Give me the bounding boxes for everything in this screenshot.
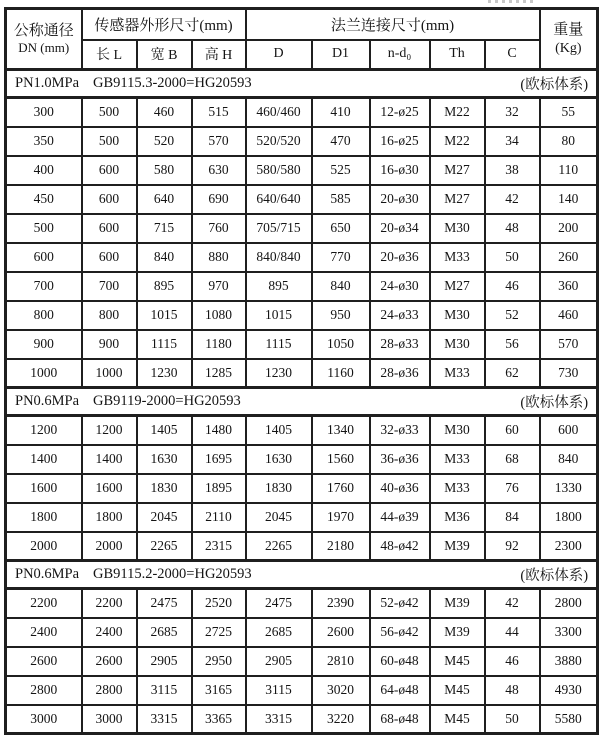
cell-dn: 2800 — [6, 676, 82, 705]
table-row — [6, 156, 598, 185]
cell-th: M30 — [430, 330, 485, 359]
table-row — [6, 532, 598, 561]
table-row — [6, 359, 598, 388]
cell-b: 2265 — [137, 532, 192, 561]
cell-d: 1115 — [246, 330, 312, 359]
cell-h: 970 — [192, 272, 246, 301]
cell-h: 690 — [192, 185, 246, 214]
cell-b: 3315 — [137, 705, 192, 734]
cell-ndo: 16-ø30 — [370, 156, 430, 185]
cell-h: 2315 — [192, 532, 246, 561]
table-row — [6, 416, 598, 445]
cell-dn: 1600 — [6, 474, 82, 503]
cell-c: 50 — [485, 243, 540, 272]
cell-l: 2800 — [82, 676, 137, 705]
cell-th: M30 — [430, 214, 485, 243]
cell-h: 1285 — [192, 359, 246, 388]
cell-d: 3115 — [246, 676, 312, 705]
cell-weight: 1330 — [540, 474, 598, 503]
cell-ndo: 36-ø36 — [370, 445, 430, 474]
section-header-cell — [6, 388, 598, 416]
table-row — [6, 214, 598, 243]
cell-c: 56 — [485, 330, 540, 359]
cell-c: 38 — [485, 156, 540, 185]
cell-th: M22 — [430, 98, 485, 127]
cell-weight: 570 — [540, 330, 598, 359]
cell-h: 1895 — [192, 474, 246, 503]
cell-l: 700 — [82, 272, 137, 301]
cell-l: 900 — [82, 330, 137, 359]
cell-d1: 2600 — [312, 618, 370, 647]
header-d: D — [246, 40, 312, 70]
cell-weight: 460 — [540, 301, 598, 330]
cell-l: 1800 — [82, 503, 137, 532]
cell-d1: 1160 — [312, 359, 370, 388]
cell-ndo: 56-ø42 — [370, 618, 430, 647]
section-standard: GB9119-2000=HG20593 — [93, 393, 241, 409]
cell-d1: 1340 — [312, 416, 370, 445]
cell-b: 2475 — [137, 589, 192, 618]
cell-th: M45 — [430, 705, 485, 734]
cell-weight: 4930 — [540, 676, 598, 705]
cell-weight: 730 — [540, 359, 598, 388]
cell-weight: 140 — [540, 185, 598, 214]
header-flange-connection-group: 法兰连接尺寸(mm) — [246, 9, 540, 40]
section-standard: GB9115.2-2000=HG20593 — [93, 566, 252, 582]
cell-b: 2905 — [137, 647, 192, 676]
cell-th: M33 — [430, 243, 485, 272]
cell-l: 1000 — [82, 359, 137, 388]
table-row — [6, 445, 598, 474]
table-row — [6, 243, 598, 272]
cell-d: 2905 — [246, 647, 312, 676]
header-length-l: 长 L — [82, 40, 137, 70]
cell-ndo: 60-ø48 — [370, 647, 430, 676]
cell-ndo: 20-ø30 — [370, 185, 430, 214]
cell-d1: 470 — [312, 127, 370, 156]
cell-weight: 5580 — [540, 705, 598, 734]
cell-c: 52 — [485, 301, 540, 330]
table-row — [6, 272, 598, 301]
cell-l: 2200 — [82, 589, 137, 618]
header-width-b: 宽 B — [137, 40, 192, 70]
cell-l: 3000 — [82, 705, 137, 734]
cell-dn: 800 — [6, 301, 82, 330]
table-row — [6, 330, 598, 359]
cell-weight: 80 — [540, 127, 598, 156]
cell-th: M30 — [430, 301, 485, 330]
section-note: (欧标体系) — [520, 395, 589, 411]
cell-th: M36 — [430, 503, 485, 532]
table-row — [6, 98, 598, 127]
table-row — [6, 301, 598, 330]
cell-weight: 110 — [540, 156, 598, 185]
table-row — [6, 127, 598, 156]
cell-d: 3315 — [246, 705, 312, 734]
cell-d1: 650 — [312, 214, 370, 243]
section-note: (欧标体系) — [520, 568, 589, 584]
header-nominal-diameter — [6, 9, 82, 70]
cell-dn: 600 — [6, 243, 82, 272]
cell-weight: 360 — [540, 272, 598, 301]
cell-l: 2600 — [82, 647, 137, 676]
cell-dn: 300 — [6, 98, 82, 127]
cell-h: 3165 — [192, 676, 246, 705]
cell-d1: 1970 — [312, 503, 370, 532]
cell-h: 1080 — [192, 301, 246, 330]
cell-b: 460 — [137, 98, 192, 127]
cell-d1: 525 — [312, 156, 370, 185]
cell-d1: 3020 — [312, 676, 370, 705]
cell-d1: 1760 — [312, 474, 370, 503]
cell-ndo: 28-ø36 — [370, 359, 430, 388]
cell-d: 520/520 — [246, 127, 312, 156]
cell-c: 50 — [485, 705, 540, 734]
cell-l: 600 — [82, 156, 137, 185]
cell-th: M39 — [430, 589, 485, 618]
cell-dn: 3000 — [6, 705, 82, 734]
cell-d: 1630 — [246, 445, 312, 474]
cell-th: M27 — [430, 185, 485, 214]
cell-th: M45 — [430, 647, 485, 676]
cell-dn: 900 — [6, 330, 82, 359]
section-standard: GB9115.3-2000=HG20593 — [93, 75, 252, 91]
cell-b: 1230 — [137, 359, 192, 388]
section-pressure-rating: PN0.6MPa — [15, 566, 80, 582]
section-pressure-rating: PN0.6MPa — [15, 393, 80, 409]
cell-weight: 1800 — [540, 503, 598, 532]
cell-dn: 2200 — [6, 589, 82, 618]
cell-ndo: 48-ø42 — [370, 532, 430, 561]
cell-c: 68 — [485, 445, 540, 474]
table-row — [6, 618, 598, 647]
cell-b: 2685 — [137, 618, 192, 647]
cell-c: 62 — [485, 359, 540, 388]
cell-c: 48 — [485, 676, 540, 705]
cropped-text-artifact — [488, 0, 534, 3]
cell-d1: 585 — [312, 185, 370, 214]
cell-d: 705/715 — [246, 214, 312, 243]
cell-c: 46 — [485, 647, 540, 676]
table-row — [6, 676, 598, 705]
cell-th: M27 — [430, 156, 485, 185]
section-header-cell — [6, 561, 598, 589]
cell-c: 42 — [485, 589, 540, 618]
cell-d: 1230 — [246, 359, 312, 388]
cell-ndo: 16-ø25 — [370, 127, 430, 156]
cell-d1: 2810 — [312, 647, 370, 676]
cell-dn: 2600 — [6, 647, 82, 676]
cell-l: 2000 — [82, 532, 137, 561]
cell-l: 1200 — [82, 416, 137, 445]
cell-c: 44 — [485, 618, 540, 647]
cell-h: 1695 — [192, 445, 246, 474]
cell-b: 1015 — [137, 301, 192, 330]
cell-h: 1180 — [192, 330, 246, 359]
table-row — [6, 185, 598, 214]
cell-c: 48 — [485, 214, 540, 243]
section-note: (欧标体系) — [520, 77, 589, 93]
cell-h: 570 — [192, 127, 246, 156]
cell-ndo: 12-ø25 — [370, 98, 430, 127]
header-height-h: 高 H — [192, 40, 246, 70]
cell-h: 3365 — [192, 705, 246, 734]
cell-ndo: 24-ø30 — [370, 272, 430, 301]
cell-ndo: 52-ø42 — [370, 589, 430, 618]
cell-weight: 3300 — [540, 618, 598, 647]
cell-dn: 700 — [6, 272, 82, 301]
cell-h: 1480 — [192, 416, 246, 445]
cell-weight: 840 — [540, 445, 598, 474]
cell-th: M33 — [430, 359, 485, 388]
cell-dn: 450 — [6, 185, 82, 214]
cell-d1: 2180 — [312, 532, 370, 561]
table-row — [6, 474, 598, 503]
cell-d1: 2390 — [312, 589, 370, 618]
cell-d1: 770 — [312, 243, 370, 272]
cell-th: M39 — [430, 618, 485, 647]
cell-d1: 840 — [312, 272, 370, 301]
cell-th: M33 — [430, 474, 485, 503]
cell-d: 580/580 — [246, 156, 312, 185]
cell-b: 2045 — [137, 503, 192, 532]
cell-d1: 410 — [312, 98, 370, 127]
cell-th: M30 — [430, 416, 485, 445]
header-weight-unit: (Kg) — [555, 40, 582, 56]
cell-b: 520 — [137, 127, 192, 156]
cell-th: M22 — [430, 127, 485, 156]
cell-d: 460/460 — [246, 98, 312, 127]
header-d1: D1 — [312, 40, 370, 70]
cell-th: M33 — [430, 445, 485, 474]
cell-d1: 1050 — [312, 330, 370, 359]
section-header-cell — [6, 70, 598, 98]
cell-d: 2475 — [246, 589, 312, 618]
cell-d: 1830 — [246, 474, 312, 503]
cell-ndo: 40-ø36 — [370, 474, 430, 503]
cell-l: 500 — [82, 127, 137, 156]
cell-th: M39 — [430, 532, 485, 561]
section-pressure-rating: PN1.0MPa — [15, 75, 80, 91]
header-sensor-dimensions-group: 传感器外形尺寸(mm) — [82, 9, 246, 40]
cell-dn: 350 — [6, 127, 82, 156]
cell-b: 580 — [137, 156, 192, 185]
table-row — [6, 589, 598, 618]
cell-dn: 500 — [6, 214, 82, 243]
cell-b: 715 — [137, 214, 192, 243]
cell-dn: 400 — [6, 156, 82, 185]
cell-dn: 1800 — [6, 503, 82, 532]
header-weight — [540, 9, 598, 70]
cell-b: 1405 — [137, 416, 192, 445]
cell-weight: 2300 — [540, 532, 598, 561]
cell-b: 895 — [137, 272, 192, 301]
cell-dn: 2000 — [6, 532, 82, 561]
cell-th: M45 — [430, 676, 485, 705]
header-nominal-diameter-unit: DN (mm) — [18, 40, 70, 56]
cell-l: 1600 — [82, 474, 137, 503]
cell-d: 2265 — [246, 532, 312, 561]
section-header-row — [6, 388, 598, 416]
cell-d: 895 — [246, 272, 312, 301]
cell-h: 2520 — [192, 589, 246, 618]
cell-ndo: 20-ø34 — [370, 214, 430, 243]
cell-ndo: 68-ø48 — [370, 705, 430, 734]
cell-weight: 200 — [540, 214, 598, 243]
cell-weight: 2800 — [540, 589, 598, 618]
cell-d: 2045 — [246, 503, 312, 532]
cell-weight: 600 — [540, 416, 598, 445]
header-th: Th — [430, 40, 485, 70]
cell-l: 600 — [82, 185, 137, 214]
cell-l: 500 — [82, 98, 137, 127]
flange-dimension-table — [4, 7, 599, 735]
cell-d: 2685 — [246, 618, 312, 647]
cell-c: 60 — [485, 416, 540, 445]
cell-c: 46 — [485, 272, 540, 301]
table-row — [6, 705, 598, 734]
cell-h: 630 — [192, 156, 246, 185]
cell-ndo: 20-ø36 — [370, 243, 430, 272]
cell-d: 1405 — [246, 416, 312, 445]
section-header-row — [6, 561, 598, 589]
header-nominal-diameter-label: 公称通径 — [13, 22, 74, 39]
cell-b: 640 — [137, 185, 192, 214]
section-header-row — [6, 70, 598, 98]
cell-dn: 2400 — [6, 618, 82, 647]
table-row — [6, 503, 598, 532]
cell-d: 840/840 — [246, 243, 312, 272]
header-weight-label: 重量 — [553, 21, 584, 38]
cell-b: 1115 — [137, 330, 192, 359]
cell-h: 880 — [192, 243, 246, 272]
header-c: C — [485, 40, 540, 70]
cell-b: 840 — [137, 243, 192, 272]
cell-ndo: 28-ø33 — [370, 330, 430, 359]
cell-l: 800 — [82, 301, 137, 330]
cell-l: 2400 — [82, 618, 137, 647]
cell-dn: 1000 — [6, 359, 82, 388]
cell-b: 1630 — [137, 445, 192, 474]
cell-d: 640/640 — [246, 185, 312, 214]
cell-c: 92 — [485, 532, 540, 561]
cell-c: 76 — [485, 474, 540, 503]
cell-l: 600 — [82, 214, 137, 243]
cell-l: 600 — [82, 243, 137, 272]
cell-h: 760 — [192, 214, 246, 243]
cell-th: M27 — [430, 272, 485, 301]
cell-b: 1830 — [137, 474, 192, 503]
cell-d1: 1560 — [312, 445, 370, 474]
cell-ndo: 64-ø48 — [370, 676, 430, 705]
cell-c: 34 — [485, 127, 540, 156]
cell-ndo: 24-ø33 — [370, 301, 430, 330]
cell-d: 1015 — [246, 301, 312, 330]
table-row — [6, 647, 598, 676]
cell-ndo: 32-ø33 — [370, 416, 430, 445]
cell-weight: 260 — [540, 243, 598, 272]
cell-h: 2110 — [192, 503, 246, 532]
cell-h: 2950 — [192, 647, 246, 676]
cell-l: 1400 — [82, 445, 137, 474]
cell-c: 84 — [485, 503, 540, 532]
cell-d1: 950 — [312, 301, 370, 330]
cell-c: 42 — [485, 185, 540, 214]
cell-h: 515 — [192, 98, 246, 127]
cell-dn: 1400 — [6, 445, 82, 474]
cell-h: 2725 — [192, 618, 246, 647]
cell-dn: 1200 — [6, 416, 82, 445]
cell-b: 3115 — [137, 676, 192, 705]
cell-d1: 3220 — [312, 705, 370, 734]
cell-weight: 55 — [540, 98, 598, 127]
header-n-d0: n-d₀ — [370, 40, 430, 70]
cell-ndo: 44-ø39 — [370, 503, 430, 532]
cell-weight: 3880 — [540, 647, 598, 676]
cell-c: 32 — [485, 98, 540, 127]
